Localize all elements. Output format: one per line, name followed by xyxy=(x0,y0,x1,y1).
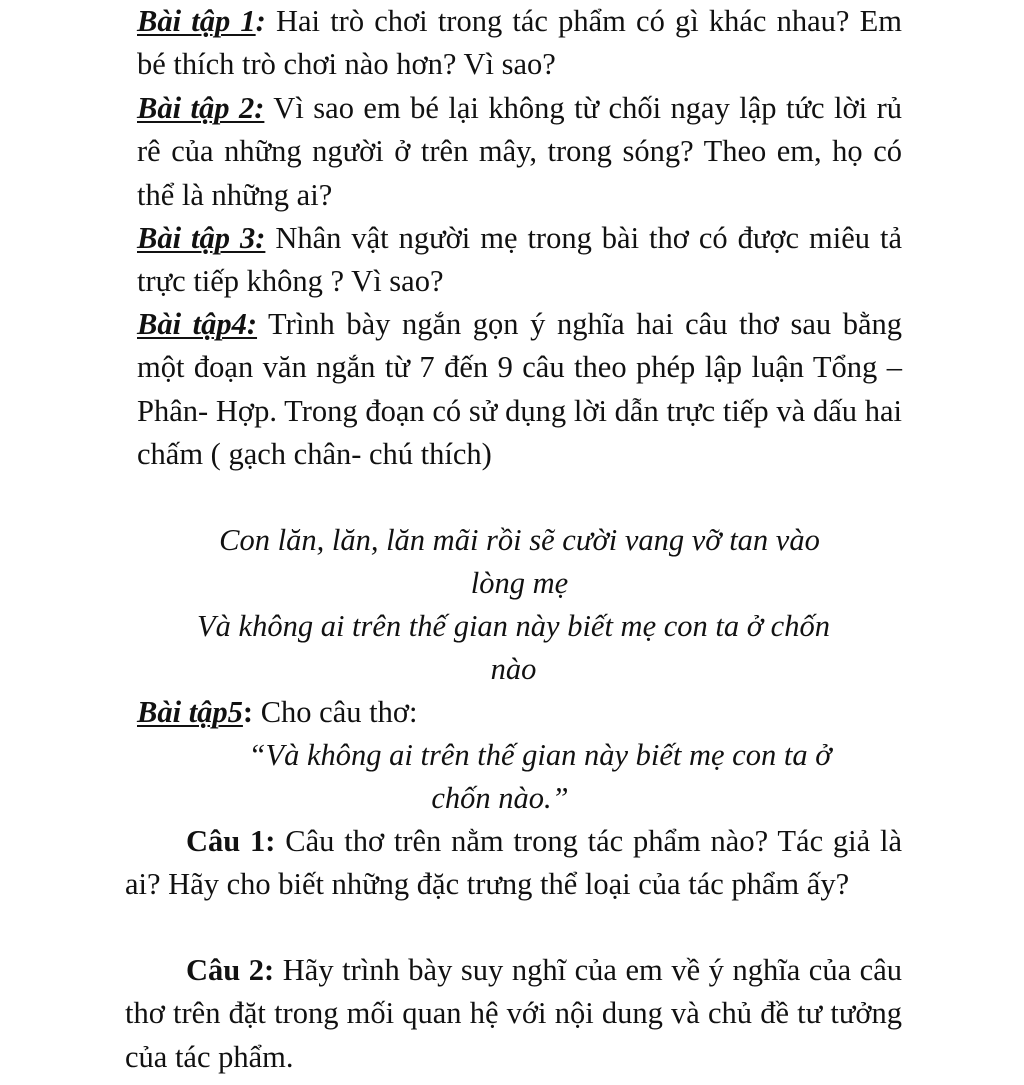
exercise-1 xyxy=(137,0,902,87)
poem-line-2: lòng mẹ xyxy=(470,566,569,600)
exercise-4-text: Trình bày ngắn gọn ý nghĩa hai câu thơ sau bằng một đoạn văn ngắn từ 7 đến 9 câu theo phép lập luận Tổng –Phân- Hợp. Trong đoạn có sử dụng lời dẫn trực tiếp và dấu hai chấm ( gạch chân- chú thích) xyxy=(137,307,902,472)
exercise-4 xyxy=(137,303,902,477)
quote-line-1: “Và không ai trên thế gian này biết mẹ con ta ở xyxy=(248,738,832,772)
exercise-5-text: Cho câu thơ: xyxy=(253,695,418,729)
question-2 xyxy=(125,949,902,1079)
poem-line-1: Con lăn, lăn, lăn mãi rồi sẽ cười vang vỡ tan vào xyxy=(219,523,820,557)
exercise-2 xyxy=(137,87,902,217)
exercise-5-colon: : xyxy=(242,695,254,729)
exercise-2-text: Vì sao em bé lại không từ chối ngay lập tức lời rủ rê của những người ở trên mây, trong sóng? Theo em, họ có thể là những ai? xyxy=(137,91,902,212)
exercise-1-label: Bài tập 1 xyxy=(137,4,256,38)
exercise-1-text: Hai trò chơi trong tác phẩm có gì khác nhau? Em bé thích trò chơi nào hơn? Vì sao? xyxy=(137,4,902,82)
exercise-2-label: Bài tập 2: xyxy=(137,91,265,125)
exercise-3 xyxy=(137,217,902,304)
exercise-3-label: Bài tập 3: xyxy=(137,221,266,255)
question-2-label: Câu 2: xyxy=(186,953,275,987)
exercise-5-label: Bài tập5 xyxy=(137,695,243,729)
question-1 xyxy=(125,820,902,907)
question-1-label: Câu 1: xyxy=(186,824,276,858)
quote-line-2: chốn nào.” xyxy=(431,781,569,815)
question-2-text: Hãy trình bày suy nghĩ của em về ý nghĩa của câu thơ trên đặt trong mối quan hệ với nội dung và chủ đề tư tưởng của tác phẩm. xyxy=(125,953,902,1074)
exercise-3-text: Nhân vật người mẹ trong bài thơ có được miêu tả trực tiếp không ? Vì sao? xyxy=(137,221,902,299)
exercise-1-colon: : xyxy=(255,4,266,38)
poem-line-4: nào xyxy=(490,652,537,686)
exercise-5 xyxy=(137,691,902,734)
exercise-4-label: Bài tập4: xyxy=(137,307,258,341)
question-1-text: Câu thơ trên nằm trong tác phẩm nào? Tác giả là ai? Hãy cho biết những đặc trưng thể loại của tác phẩm ấy? xyxy=(125,824,902,902)
poem-line-3: Và không ai trên thế gian này biết mẹ con ta ở chốn xyxy=(197,609,830,643)
